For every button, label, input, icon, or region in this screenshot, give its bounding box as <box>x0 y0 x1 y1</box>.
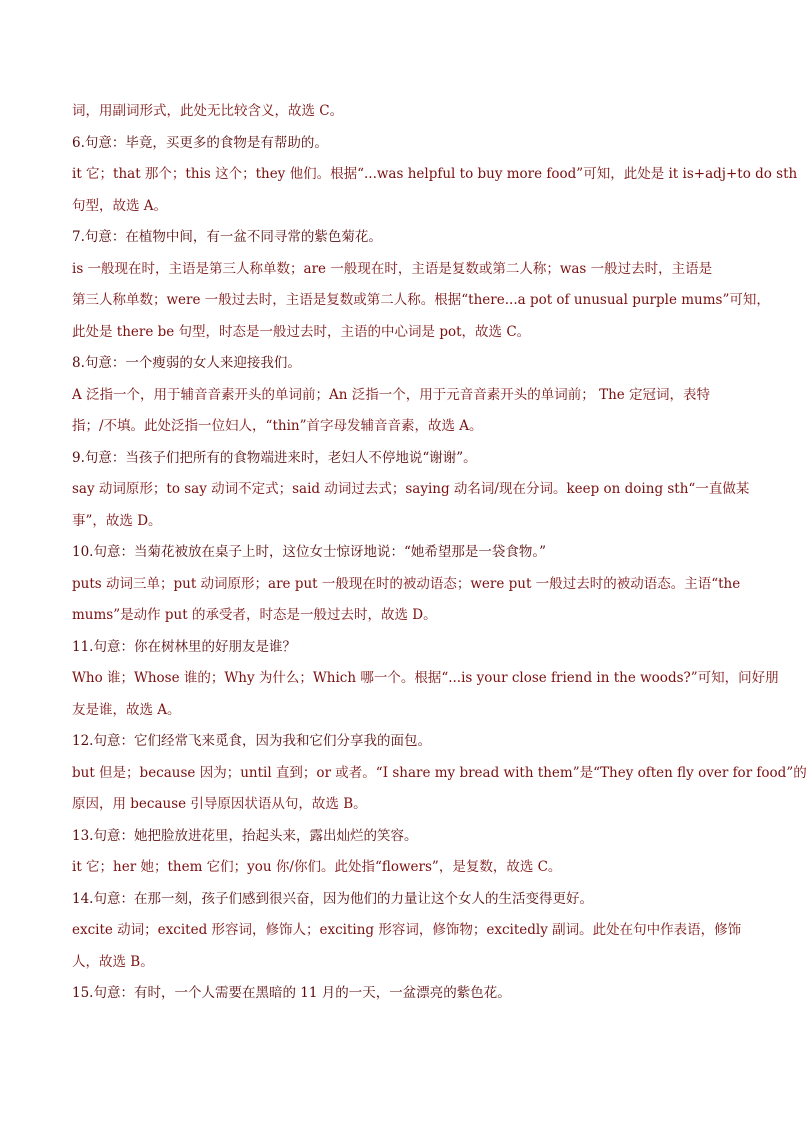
text-line: 指；/不填。此处泛指一位妇人，“thin”首字母发辅音音素，故选 A。 <box>72 418 483 434</box>
question-line: 15.句意：有时，一个人需要在黑暗的 11 月的一天，一盆漂亮的紫色花。 <box>72 985 511 1001</box>
question-line: 6.句意：毕竟，买更多的食物是有帮助的。 <box>72 134 328 151</box>
question-line: 14.句意：在那一刻，孩子们感到很兴奋，因为他们的力量让这个女人的生活变得更好。 <box>72 890 593 907</box>
text-line: 此处是 there be 句型，时态是一般过去时，主语的中心词是 pot，故选 C。 <box>72 323 531 340</box>
text-line: A 泛指一个，用于辅音音素开头的单词前；An 泛指一个，用于元音音素开头的单词前； The 定冠词，表特 <box>72 386 711 403</box>
question-line: 7.句意：在植物中间，有一盆不同寻常的紫色菊花。 <box>72 229 382 245</box>
text-line: 事”，故选 D。 <box>72 512 162 529</box>
question-line: 8.句意：一个瘦弱的女人来迎接我们。 <box>72 355 301 371</box>
question-line: 11.句意：你在树林里的好朋友是谁？ <box>72 638 296 655</box>
text-line: it 它；her 她；them 它们；you 你/你们。此处指“flowers”，是复数，故选 C。 <box>72 859 562 875</box>
text-line: is 一般现在时，主语是第三人称单数；are 一般现在时，主语是复数或第二人称；was 一般过去时，主语是 <box>72 260 713 277</box>
text-line: Who 谁；Whose 谁的；Why 为什么；Which 哪一个。根据“...is your close friend in the woods?”可知，问好朋 <box>72 670 779 686</box>
question-line: 9.句意：当孩子们把所有的食物端进来时，老妇人不停地说“谢谢”。 <box>72 449 477 466</box>
text-line: puts 动词三单；put 动词原形；are put 一般现在时的被动语态；were put 一般过去时的被动语态。主语“the <box>72 575 741 592</box>
text-line: excite 动词；excited 形容词，修饰人；exciting 形容词，修饰物；excitedly 副词。此处在句中作表语，修饰 <box>72 922 742 938</box>
text-line: 原因，用 because 引导原因状语从句，故选 B。 <box>72 796 367 812</box>
question-line: 13.句意：她把脸放进花里，抬起头来，露出灿烂的笑容。 <box>72 827 418 844</box>
text-line: 词，用副词形式，此处无比较含义，故选 C。 <box>72 103 344 119</box>
text-line: 句型，故选 A。 <box>72 197 168 214</box>
text-line: it 它；that 那个；this 这个；they 他们。根据“...was helpful to buy more food”可知，此处是 it is+adj+to do sth <box>72 166 798 182</box>
question-line: 10.句意：当菊花被放在桌子上时，这位女士惊讶地说：“她希望那是一袋食物。” <box>72 544 547 560</box>
text-line: mums”是动作 put 的承受者，时态是一般过去时，故选 D。 <box>72 607 437 623</box>
text-line: 第三人称单数；were 一般过去时，主语是复数或第二人称。根据“there...a pot of unusual purple mums”可知， <box>72 292 770 308</box>
text-line: 人，故选 B。 <box>72 953 154 970</box>
text-line: but 但是；because 因为；until 直到；or 或者。“I share my bread with them”是“They often fly over for food”的 <box>72 764 807 781</box>
text-line: say 动词原形；to say 动词不定式；said 动词过去式；saying 动名词/现在分词。keep on doing sth“一直做某 <box>72 481 750 497</box>
answer-explanations <box>72 96 807 1010</box>
text-line: 友是谁，故选 A。 <box>72 701 181 718</box>
question-line: 12.句意：它们经常飞来觅食，因为我和它们分享我的面包。 <box>72 733 431 749</box>
